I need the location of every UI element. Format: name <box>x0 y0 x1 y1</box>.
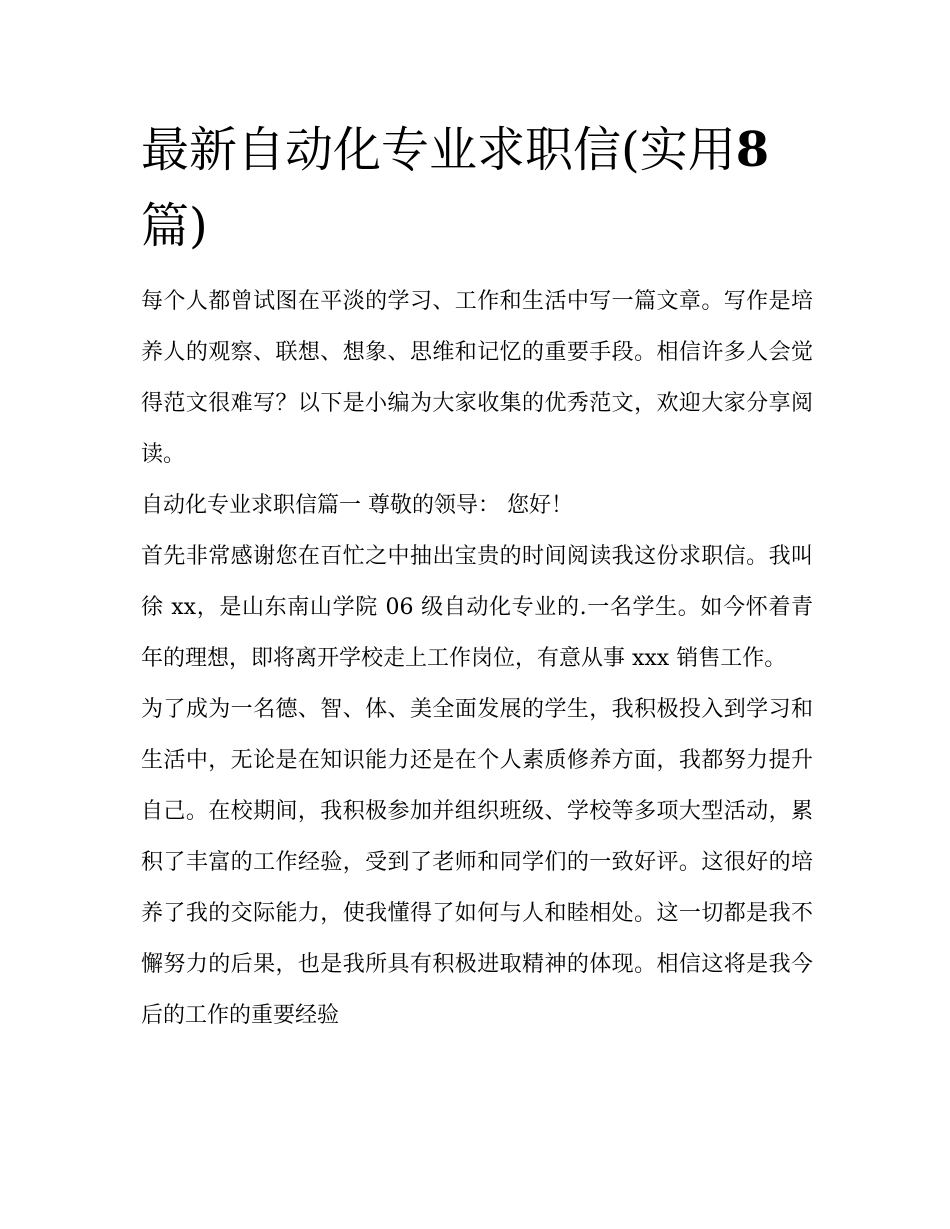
title-number: 8 <box>735 122 770 178</box>
self-introduction-paragraph: 首先非常感谢您在百忙之中抽出宝贵的时间阅读我这份求职信。我叫徐 xx，是山东南山学院 06 级自动化专业的.一名学生。如今怀着青年的理想，即将离开学校走上工作岗位，有意从事 xxx 销售工作。 <box>141 544 813 671</box>
document-body <box>141 276 813 1041</box>
title-text-part2: 篇) <box>141 198 208 254</box>
experience-paragraph: 为了成为一名德、智、体、美全面发展的学生，我积极投入到学习和生活中，无论是在知识能力还是在个人素质修养方面，我都努力提升自己。在校期间，我积极参加并组织班级、学校等多项大型活动，累积了丰富的工作经验，受到了老师和同学们的一致好评。这很好的培养了我的交际能力，使我懂得了如何与人和睦相处。这一切都是我不懈努力的后果，也是我所具有积极进取精神的体现。相信这将是我今后的工作的重要经验 <box>141 697 813 1028</box>
title-text-part1: 最新自动化专业求职信(实用 <box>141 122 736 178</box>
document-title <box>141 112 821 264</box>
letter-heading-paragraph: 自动化专业求职信篇一 尊敬的领导： 您好！ <box>141 493 573 518</box>
intro-paragraph: 每个人都曾试图在平淡的学习、工作和生活中写一篇文章。写作是培养人的观察、联想、想象、思维和记忆的重要手段。相信许多人会觉得范文很难写？以下是小编为大家收集的优秀范文，欢迎大家分享阅读。 <box>141 289 813 467</box>
